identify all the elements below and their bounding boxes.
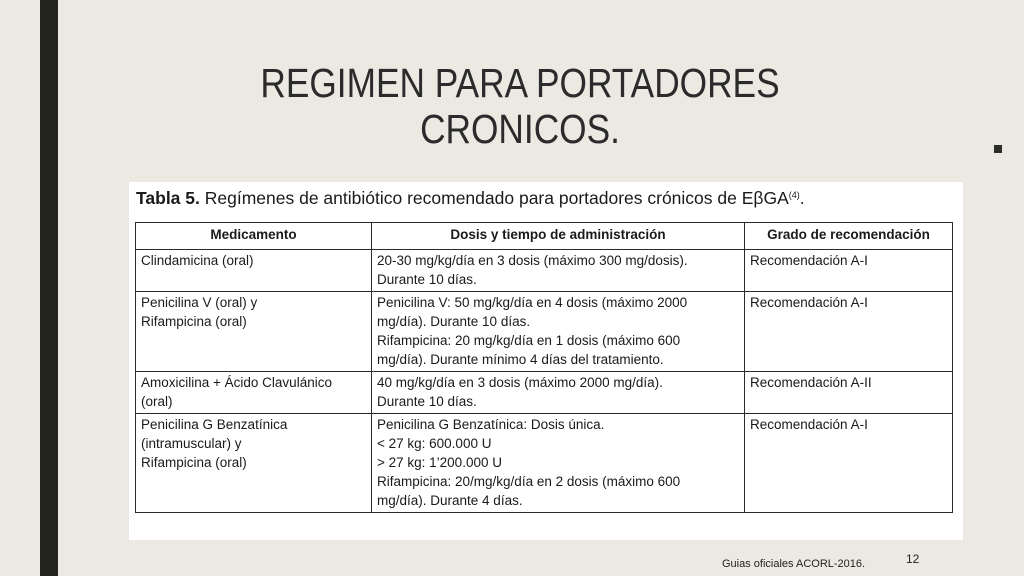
table-caption-reference: (4) bbox=[788, 190, 800, 200]
header-grado: Grado de recomendación bbox=[745, 223, 953, 250]
cell-line: < 27 kg: 600.000 U bbox=[377, 436, 492, 451]
cell-line: 40 mg/kg/día en 3 dosis (máximo 2000 mg/día). bbox=[377, 375, 663, 390]
cell-line: Rifampicina (oral) bbox=[141, 314, 247, 329]
cell-line: Rifampicina (oral) bbox=[141, 455, 247, 470]
table-row bbox=[136, 250, 953, 292]
cell-medicamento bbox=[136, 292, 372, 372]
cell-line: (intramuscular) y bbox=[141, 436, 242, 451]
table-caption-text: Regímenes de antibiótico recomendado para portadores crónicos de EβGA bbox=[199, 188, 789, 208]
left-accent-bar bbox=[40, 0, 58, 576]
cell-line: 20-30 mg/kg/día en 3 dosis (máximo 300 mg/dosis). bbox=[377, 253, 688, 268]
cell-line: mg/día). Durante 4 días. bbox=[377, 493, 523, 508]
cell-medicamento bbox=[136, 250, 372, 292]
cell-line: Clindamicina (oral) bbox=[141, 253, 254, 268]
cell-dosis bbox=[372, 250, 745, 292]
cell-line: Penicilina G Benzatínica bbox=[141, 417, 288, 432]
cell-line: (oral) bbox=[141, 394, 173, 409]
cell-grado: Recomendación A-I bbox=[745, 414, 953, 513]
cell-line: mg/día). Durante mínimo 4 días del tratamiento. bbox=[377, 352, 664, 367]
cell-medicamento bbox=[136, 414, 372, 513]
table-row bbox=[136, 414, 953, 513]
header-medicamento: Medicamento bbox=[136, 223, 372, 250]
cell-line: Amoxicilina + Ácido Clavulánico bbox=[141, 375, 332, 390]
cell-line: Penicilina V: 50 mg/kg/día en 4 dosis (máximo 2000 bbox=[377, 295, 688, 310]
slide-title-line-2: CRONICOS. bbox=[420, 106, 620, 152]
cell-line: Penicilina V (oral) y bbox=[141, 295, 258, 310]
cell-grado: Recomendación A-I bbox=[745, 292, 953, 372]
cell-grado: Recomendación A-I bbox=[745, 250, 953, 292]
cell-line: Penicilina G Benzatínica: Dosis única. bbox=[377, 417, 605, 432]
cell-dosis bbox=[372, 292, 745, 372]
cell-line: > 27 kg: 1’200.000 U bbox=[377, 455, 502, 470]
cell-line: Durante 10 días. bbox=[377, 394, 477, 409]
table-caption bbox=[136, 188, 805, 209]
slide-title bbox=[202, 60, 838, 152]
decorative-square bbox=[994, 145, 1002, 153]
cell-line: Rifampicina: 20/mg/kg/día en 2 dosis (máximo 600 bbox=[377, 474, 681, 489]
cell-medicamento bbox=[136, 372, 372, 414]
cell-dosis bbox=[372, 372, 745, 414]
regimen-table bbox=[135, 222, 953, 513]
page-number: 12 bbox=[906, 552, 920, 566]
table-row bbox=[136, 292, 953, 372]
table-caption-end: . bbox=[799, 188, 805, 208]
table-caption-label: Tabla 5. bbox=[136, 188, 200, 208]
cell-line: Rifampicina: 20 mg/kg/día en 1 dosis (máximo 600 bbox=[377, 333, 681, 348]
table-image-panel bbox=[129, 182, 963, 540]
cell-dosis bbox=[372, 414, 745, 513]
cell-line: mg/día). Durante 10 días. bbox=[377, 314, 531, 329]
cell-grado: Recomendación A-II bbox=[745, 372, 953, 414]
table-header-row bbox=[136, 223, 953, 250]
slide-title-line-1: REGIMEN PARA PORTADORES bbox=[260, 60, 780, 106]
table-row bbox=[136, 372, 953, 414]
cell-line: Durante 10 días. bbox=[377, 272, 477, 287]
footer-source: Guias oficiales ACORL-2016. bbox=[722, 558, 866, 570]
header-dosis: Dosis y tiempo de administración bbox=[372, 223, 745, 250]
